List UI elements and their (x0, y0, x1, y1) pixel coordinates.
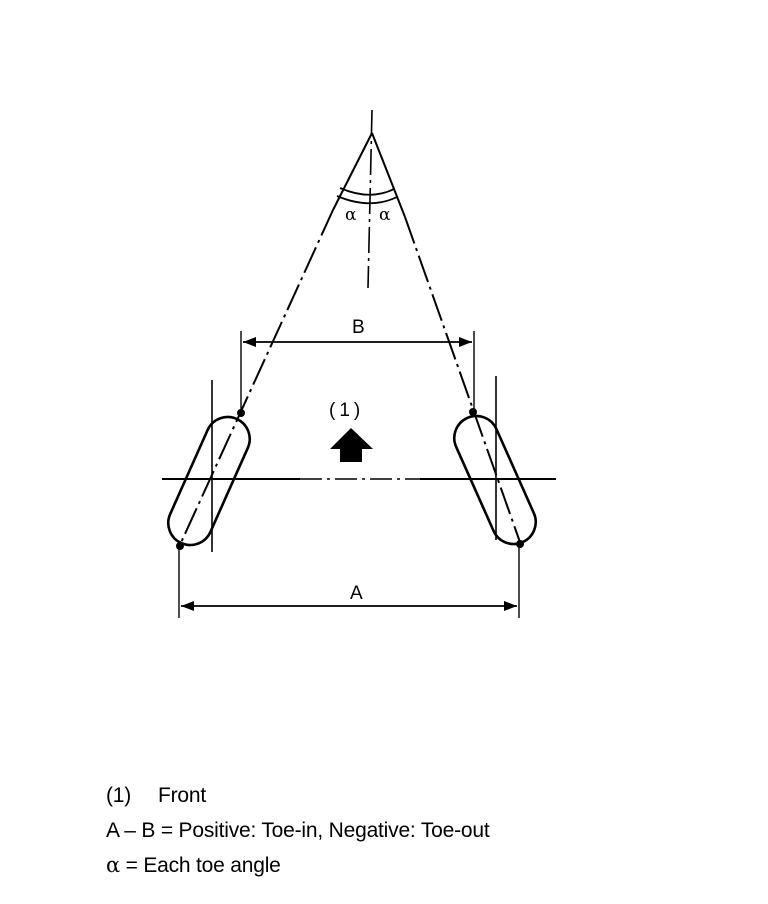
dimension-b-arrow-left (243, 337, 256, 347)
legend-item-front (106, 778, 746, 813)
alpha-left-label: α (345, 205, 357, 225)
alpha-right-label: α (379, 205, 391, 225)
legend-key: A – B (106, 819, 156, 842)
dimension-a-arrow-right (504, 601, 517, 611)
legend-text: = Positive: Toe-in, Negative: Toe-out (160, 819, 490, 842)
front-reference-label: (1) (329, 400, 365, 421)
legend (106, 778, 746, 883)
right-front-point (469, 408, 477, 416)
dimension-b-arrow-right (459, 337, 472, 347)
left-toe-line-dashed (179, 210, 333, 547)
legend-item-toe-definition (106, 813, 746, 848)
dimension-a-label: A (350, 583, 363, 604)
legend-text: Front (158, 784, 207, 807)
legend-key: (1) (106, 784, 132, 807)
dimension-a-arrow-left (181, 601, 194, 611)
right-rear-point (516, 540, 524, 548)
legend-item-toe-angle (106, 848, 746, 883)
toe-angle-arc-inner (340, 188, 394, 195)
left-rear-point (176, 542, 184, 550)
right-toe-line-dashed (405, 217, 521, 545)
legend-key: α (106, 853, 120, 877)
toe-angle-arc-outer (337, 196, 397, 203)
left-toe-line-solid (333, 133, 372, 210)
dimension-b-label: B (352, 317, 365, 338)
up-arrow-icon (330, 428, 373, 462)
legend-text: = Each toe angle (125, 854, 281, 877)
